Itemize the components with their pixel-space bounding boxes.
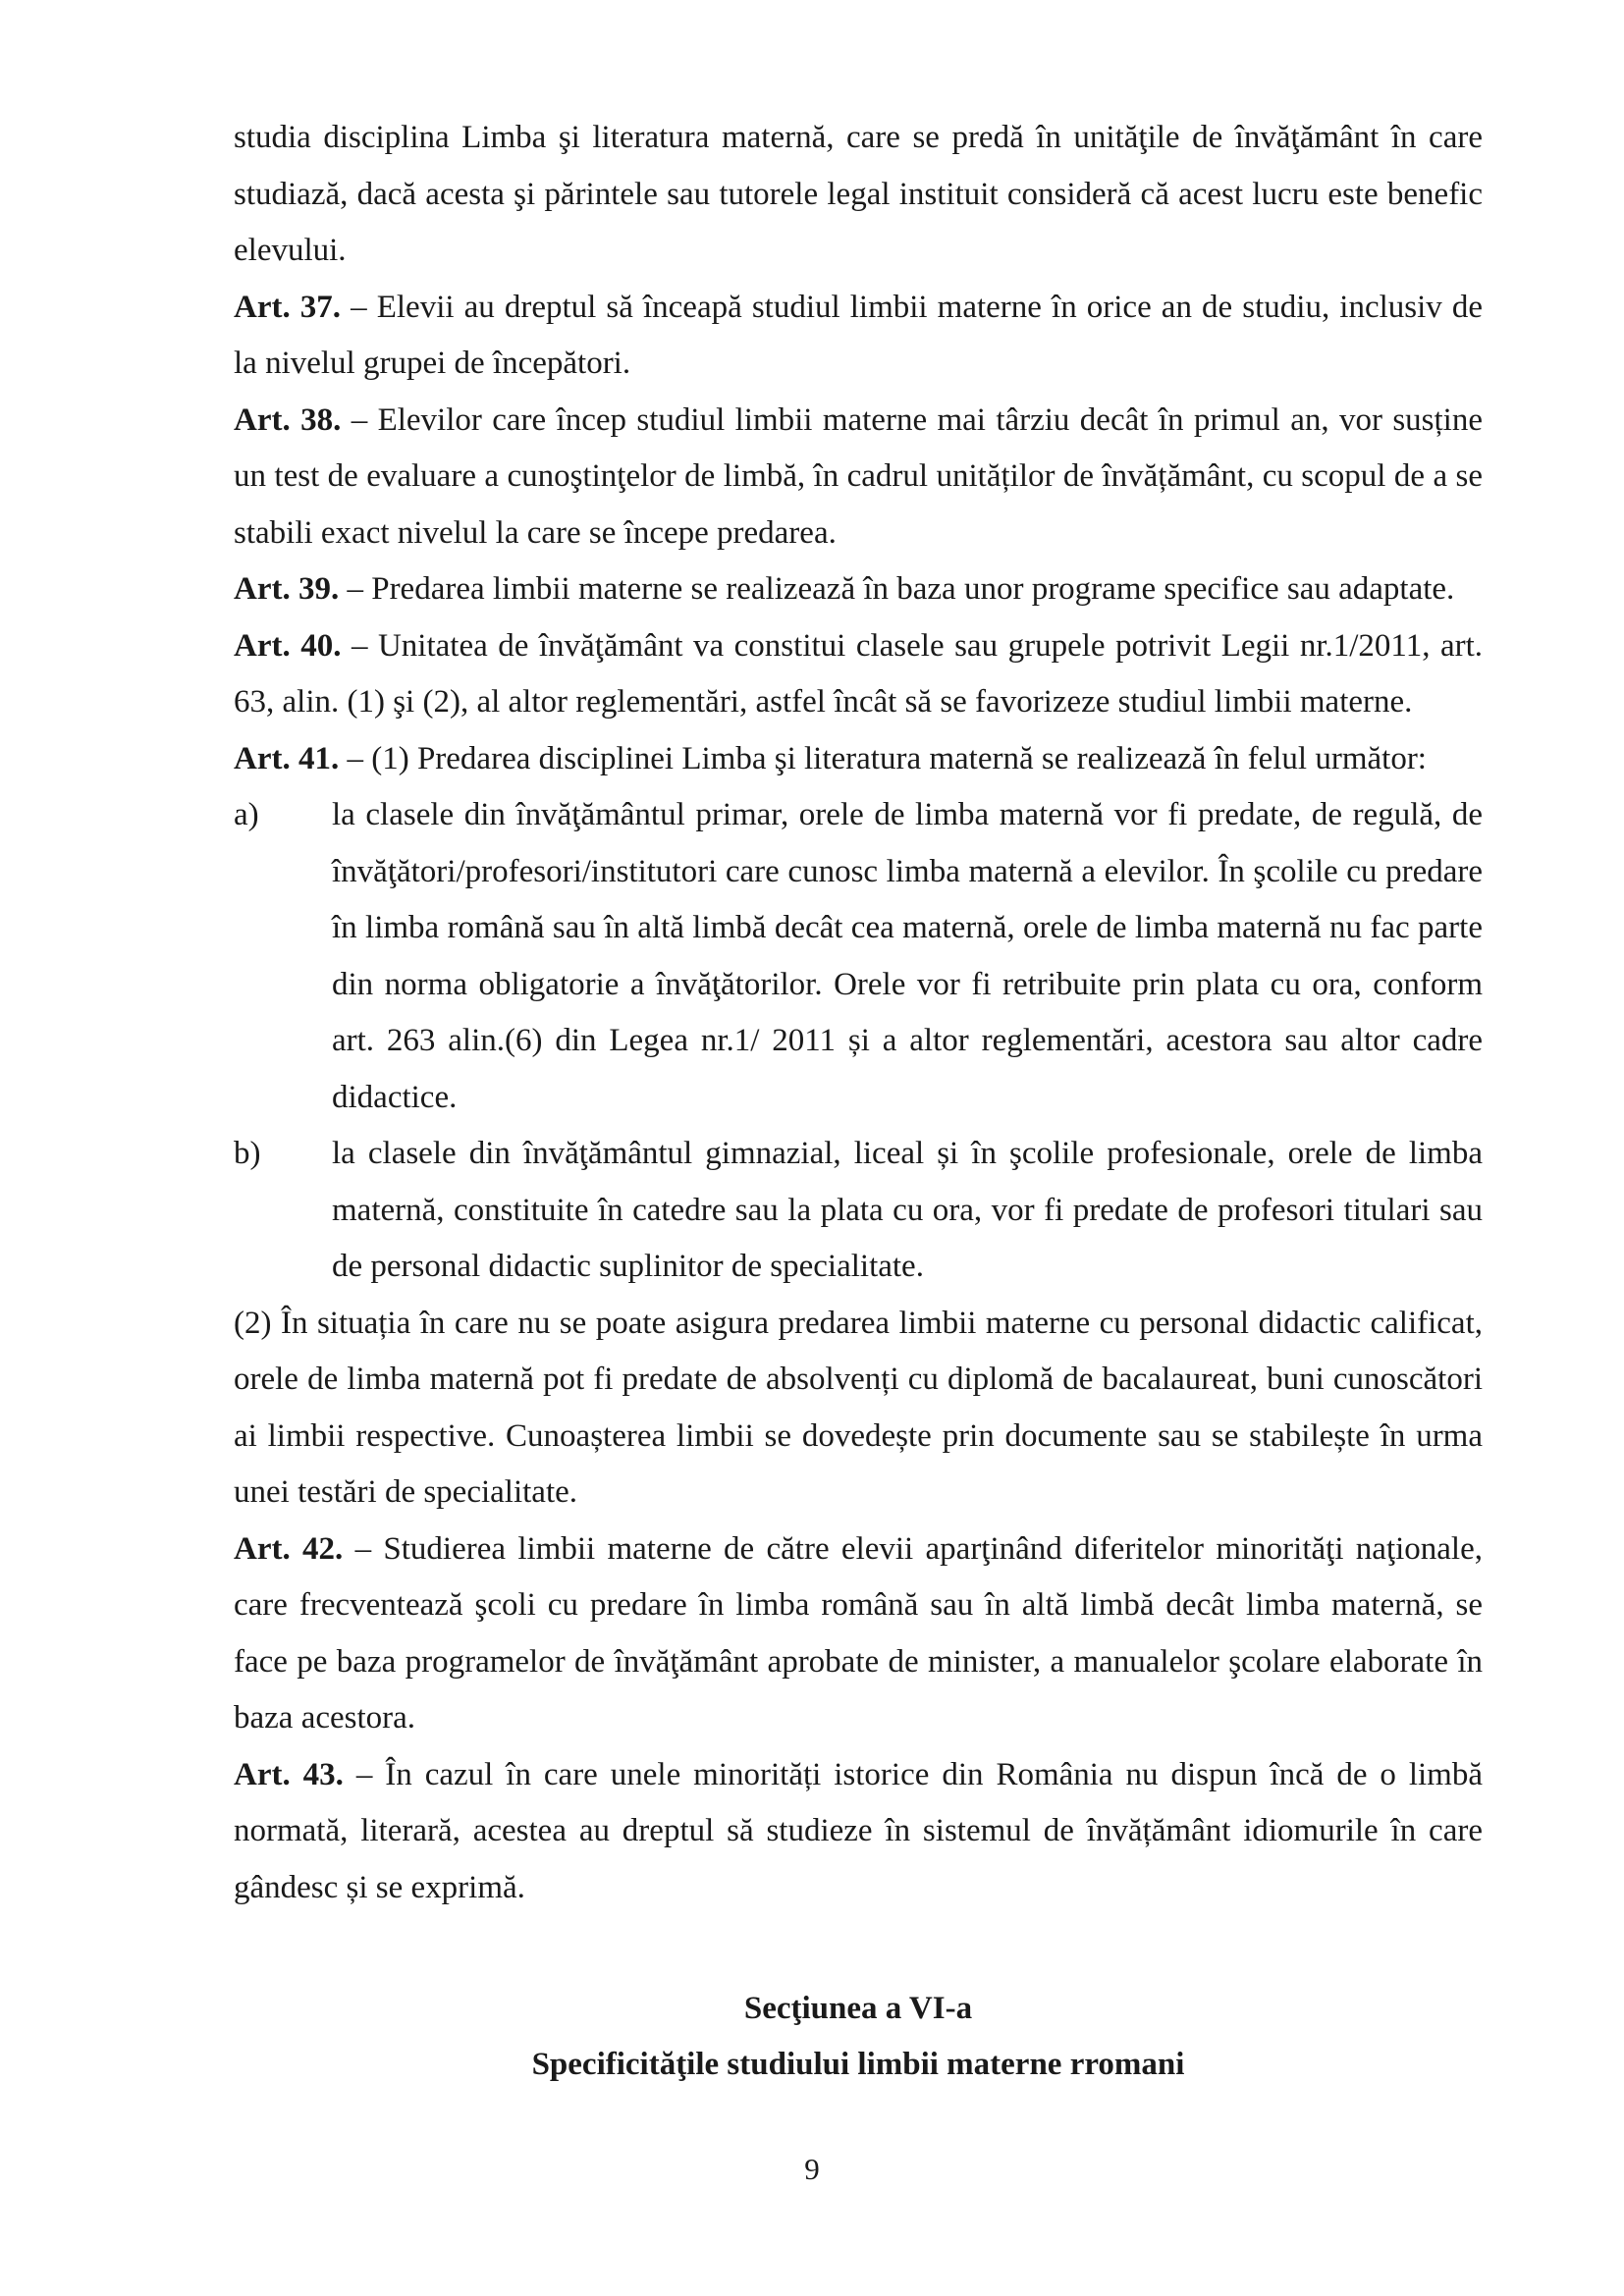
article-38-label: Art. 38. [234, 401, 342, 438]
article-42-text: – Studierea limbii materne de către elevii aparţinând diferitelor minorităţi naţionale, care frecventează şcoli cu predare în limba română sau în altă limbă decât limba maternă, se face pe baza programelor de învăţământ aprobate de minister, a manualelor şcolare elaborate în baza acestora. [234, 1530, 1483, 1735]
article-40 [234, 618, 1483, 731]
article-37 [234, 280, 1483, 393]
section-title: Secţiunea a VI-a [743, 1991, 973, 2026]
paragraph-continuation: studia disciplina Limba şi literatura maternă, care se predă în unităţile de învăţământ în care studiază, dacă acesta şi părintele sau tutorele legal instituit consideră că acest lucru este benefic elevului. [234, 120, 1483, 268]
article-42 [234, 1522, 1483, 1747]
article-40-label: Art. 40. [234, 627, 342, 664]
article-41 [234, 731, 1483, 788]
article-41-item-a [234, 787, 1483, 1126]
page-body [234, 110, 1483, 1916]
list-item-text: la clasele din învăţământul primar, orele de limba maternă vor fi predate, de regulă, de învăţători/profesori/institutori care cunosc limba maternă a elevilor. În şcolile cu predare în limba română sau în altă limbă decât cea maternă, orele de limba maternă nu fac parte din norma obligatorie a învăţătorilor. Orele vor fi retribuite prin plata cu ora, conform art. 263 alin.(6) din Legea nr.1/ 2011 și a altor reglementări, acestora sau altor cadre didactice. [332, 797, 1483, 1115]
article-38-text: – Elevilor care încep studiul limbii materne mai târziu decât în primul an, vor susține un test de evaluare a cunoştinţelor de limbă, în cadrul unităților de învățământ, cu scopul de a se stabili exact nivelul la care se începe predarea. [234, 401, 1483, 551]
article-39-text: – Predarea limbii materne se realizează în baza unor programe specifice sau adaptate. [339, 571, 1455, 607]
list-item-text: la clasele din învăţământul gimnazial, liceal și în şcolile profesionale, orele de limba maternă, constituite în catedre sau la plata cu ora, vor fi predate de profesori titulari sau de personal didactic suplinitor de specialitate. [332, 1136, 1483, 1284]
page-number: 9 [804, 2152, 820, 2186]
article-38 [234, 393, 1483, 562]
section-subtitle: Specificităţile studiului limbii materne rromani [531, 2047, 1185, 2082]
article-43-text: – În cazul în care unele minorități istorice din România nu dispun încă de o limbă normată, literară, acestea au dreptul să studieze în sistemul de învățământ idiomurile în care gândesc și se exprimă. [234, 1756, 1484, 1905]
article-43-label: Art. 43. [234, 1756, 344, 1792]
article-41-paragraph-2: (2) În situația în care nu se poate asigura predarea limbii materne cu personal didactic calificat, orele de limba maternă pot fi predate de absolvenți cu diplomă de bacalaureat, buni cunoscători ai limbii respective. Cunoașterea limbii se dovedește prin documente sau se stabilește în urma unei testări de specialitate. [234, 1305, 1483, 1510]
article-41-item-b [234, 1126, 1483, 1296]
list-letter: a) [234, 797, 259, 832]
article-43 [234, 1747, 1483, 1917]
article-41-label: Art. 41. [234, 740, 340, 776]
article-37-label: Art. 37. [234, 289, 342, 325]
list-letter: b) [234, 1136, 261, 1171]
article-37-text: – Elevii au dreptul să înceapă studiul limbii materne în orice an de studiu, inclusiv de la nivelul grupei de începători. [234, 289, 1484, 381]
article-42-label: Art. 42. [234, 1530, 344, 1567]
article-41-text: – (1) Predarea disciplinei Limba şi literatura maternă se realizează în felul următor: [339, 740, 1427, 776]
article-39-label: Art. 39. [234, 571, 340, 607]
article-40-text: – Unitatea de învăţământ va constitui clasele sau grupele potrivit Legii nr.1/2011, art. 63, alin. (1) şi (2), al altor reglementări, astfel încât să se favorizeze studiul limbii materne. [234, 627, 1483, 720]
article-39 [234, 561, 1483, 618]
